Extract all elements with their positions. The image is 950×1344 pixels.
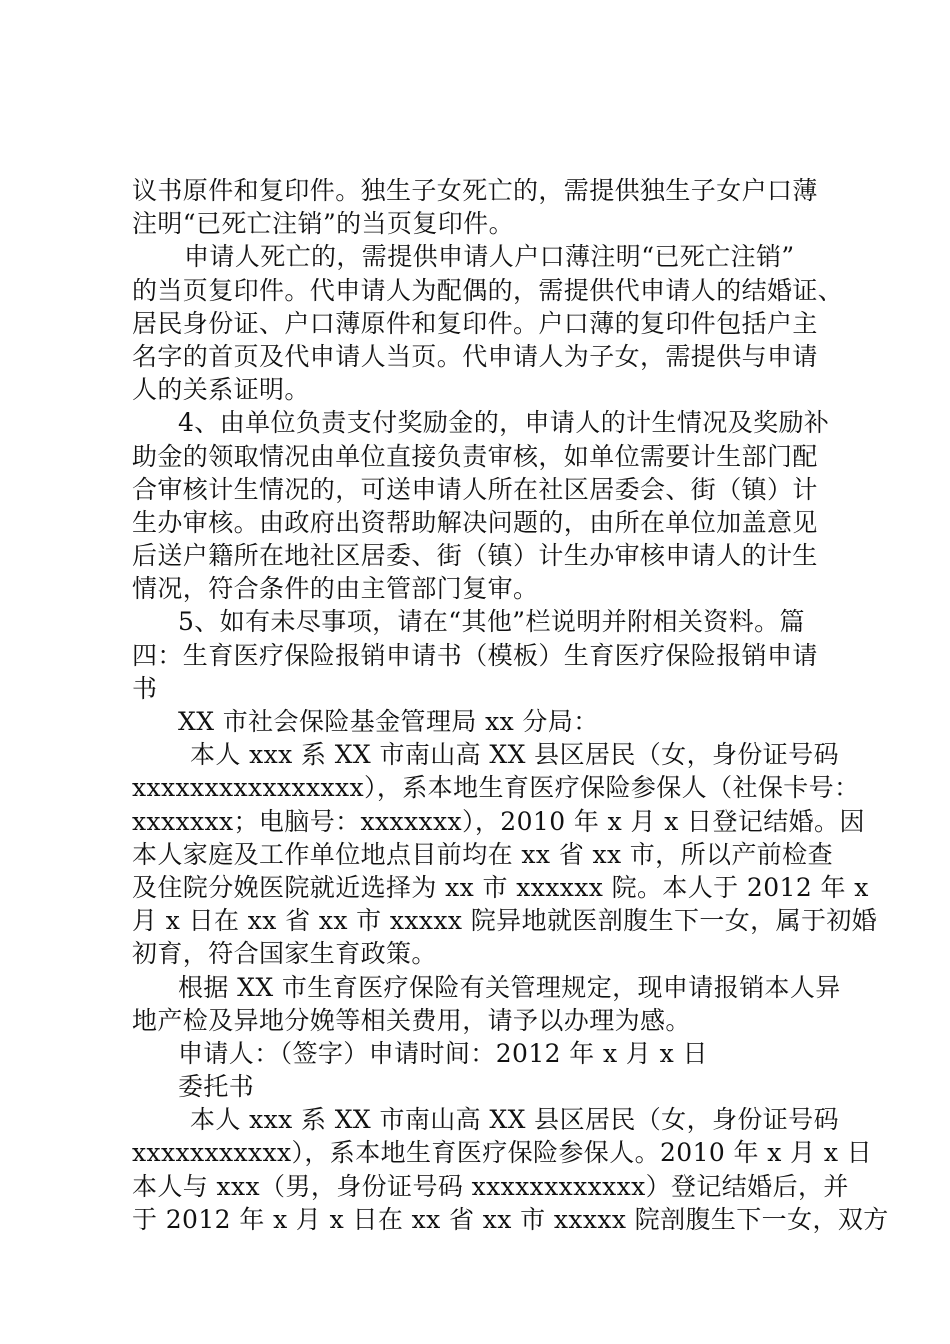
text-line: 议书原件和复印件。独生子女死亡的，需提供独生子女户口薄	[132, 176, 818, 205]
text-line: xxxxxxxxxxx），系本地生育医疗保险参保人。2010 年 x 月 x 日	[132, 1138, 873, 1168]
text-line: 注明“已死亡注销”的当页复印件。	[132, 209, 514, 239]
text-line: 初育，符合国家生育政策。	[132, 939, 437, 969]
text-line: 月 x 日在 xx 省 xx 市 xxxxx 院异地就医剖腹生下一女，属于初婚	[132, 906, 878, 936]
text-line: 委托书	[178, 1072, 255, 1102]
text-line: 5、如有未尽事项，请在“其他”栏说明并附相关资料。篇	[178, 607, 805, 637]
text-line: 的当页复印件。代申请人为配偶的，需提供代申请人的结婚证、	[132, 275, 844, 305]
text-line: 本人与 xxx（男，身份证号码 xxxxxxxxxxxx）登记结婚后，并	[132, 1171, 849, 1201]
text-line: 4、由单位负责支付奖励金的，申请人的计生情况及奖励补	[178, 408, 830, 438]
text-line: 后送户籍所在地社区居委、街（镇）计生办审核申请人的计生	[132, 541, 818, 571]
text-line: 四：生育医疗保险报销申请书（模板）生育医疗保险报销申请	[132, 640, 818, 670]
text-line: 名字的首页及代申请人当页。代申请人为子女，需提供与申请	[132, 341, 818, 371]
text-line: 合审核计生情况的，可送申请人所在社区居委会、街（镇）计	[132, 474, 818, 504]
text-line: 及住院分娩医院就近选择为 xx 市 xxxxxx 院。本人于 2012 年 x	[132, 872, 869, 902]
text-line: 本人家庭及工作单位地点目前均在 xx 省 xx 市，所以产前检查	[132, 839, 833, 869]
text-line: 于 2012 年 x 月 x 日在 xx 省 xx 市 xxxxx 院剖腹生下一女，双方	[132, 1204, 889, 1234]
text-line: 人的关系证明。	[132, 375, 310, 405]
text-line: 地产检及异地分娩等相关费用，请予以办理为感。	[132, 1005, 691, 1035]
text-line: 本人 xxx 系 XX 市南山高 XX 县区居民（女，身份证号码	[190, 1105, 839, 1135]
text-line: XX 市社会保险基金管理局 xx 分局：	[178, 707, 599, 736]
text-line: 书	[132, 673, 158, 703]
text-line: xxxxxxxxxxxxxxxx），系本地生育医疗保险参保人（社保卡号：	[132, 773, 860, 803]
text-line: 根据 XX 市生育医疗保险有关管理规定，现申请报销本人异	[178, 972, 841, 1002]
text-line: 本人 xxx 系 XX 市南山高 XX 县区居民（女，身份证号码	[190, 740, 839, 770]
text-line: xxxxxxx；电脑号：xxxxxxx），2010 年 x 月 x 日登记结婚。因	[132, 806, 865, 836]
text-line: 情况，符合条件的由主管部门复审。	[132, 574, 539, 604]
text-line: 助金的领取情况由单位直接负责审核，如单位需要计生部门配	[132, 441, 818, 471]
text-line: 居民身份证、户口薄原件和复印件。户口薄的复印件包括户主	[132, 308, 818, 338]
text-line: 申请人：（签字）申请时间：2012 年 x 月 x 日	[178, 1038, 708, 1068]
text-line: 生办审核。由政府出资帮助解决问题的，由所在单位加盖意见	[132, 507, 818, 537]
text-line: 申请人死亡的，需提供申请人户口薄注明“已死亡注销”	[184, 242, 795, 272]
document-body	[132, 174, 889, 1236]
